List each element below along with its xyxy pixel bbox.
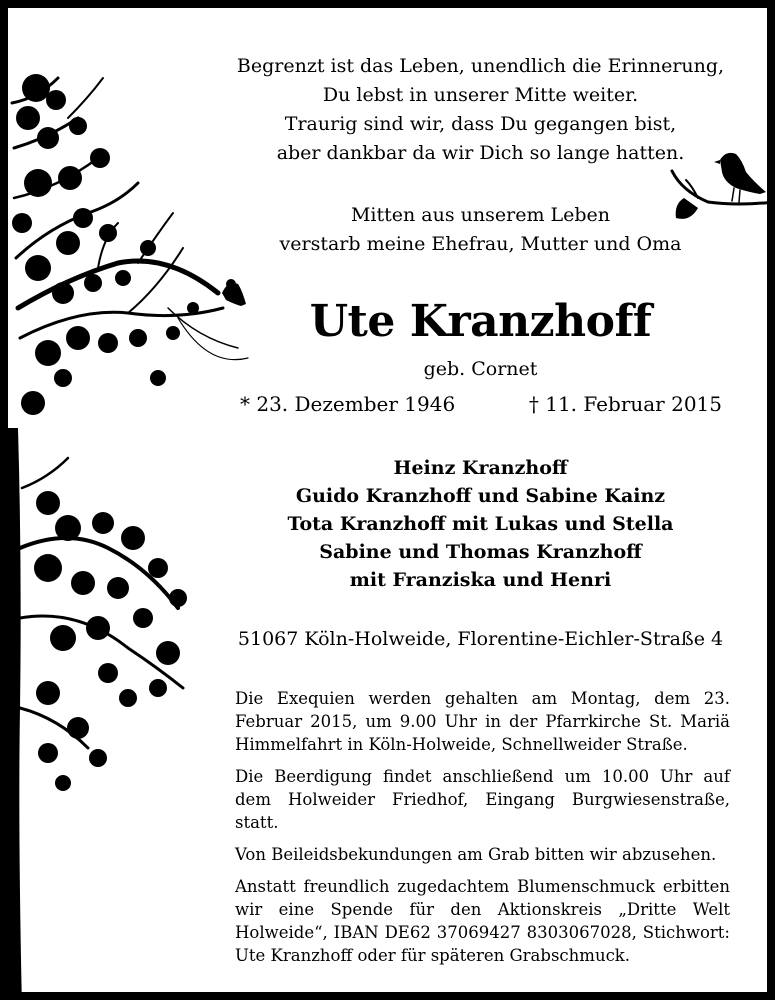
burial-paragraph: Die Beerdigung findet anschließend um 10.00 Uhr auf dem Holweider Friedhof, Eingang Burgwiesenstraße, statt. xyxy=(235,767,730,832)
intro-line: verstarb meine Ehefrau, Mutter und Oma xyxy=(279,233,682,255)
exequies-paragraph: Die Exequien werden gehalten am Montag, dem 23. Februar 2015, um 9.00 Uhr in der Pfarrkirche St. Mariä Himmelfahrt in Köln-Holweide, Schnellweider Straße. xyxy=(235,689,730,754)
birth-date: * 23. Dezember 1946 xyxy=(240,392,456,416)
poem-line: Begrenzt ist das Leben, unendlich die Erinnerung, xyxy=(236,55,725,77)
announcement-intro xyxy=(223,201,738,259)
maiden-name: geb. Cornet xyxy=(423,358,538,380)
intro-line: Mitten aus unserem Leben xyxy=(350,204,611,226)
poem-line: Du lebst in unserer Mitte weiter. xyxy=(322,84,639,106)
memorial-poem xyxy=(223,52,738,168)
poem-line: Traurig sind wir, dass Du gegangen bist, xyxy=(284,113,677,135)
family-member: Guido Kranzhoff und Sabine Kainz xyxy=(295,485,666,507)
family-member: Heinz Kranzhoff xyxy=(393,457,568,479)
mourning-family xyxy=(223,454,738,594)
deceased-name: Ute Kranzhoff xyxy=(309,296,652,347)
condolence-paragraph: Von Beileidsbekundungen am Grab bitten wir abzusehen. xyxy=(235,845,717,864)
death-date: † 11. Februar 2015 xyxy=(528,392,722,416)
donation-paragraph: Anstatt freundlich zugedachtem Blumenschmuck erbitten wir eine Spende für den Aktionskreis „Dritte Welt Holweide“, IBAN DE62 37069427 8303067028, Stichwort: Ute Kranzhoff oder für späteren Grabschmuck. xyxy=(235,877,730,965)
poem-line: aber dankbar da wir Dich so lange hatten. xyxy=(276,142,685,164)
funeral-information xyxy=(235,687,730,976)
family-member: Tota Kranzhoff mit Lukas und Stella xyxy=(287,513,674,535)
family-member: Sabine und Thomas Kranzhoff xyxy=(319,541,642,563)
family-member: mit Franziska und Henri xyxy=(349,569,612,591)
family-address: 51067 Köln-Holweide, Florentine-Eichler-Straße 4 xyxy=(237,628,724,650)
